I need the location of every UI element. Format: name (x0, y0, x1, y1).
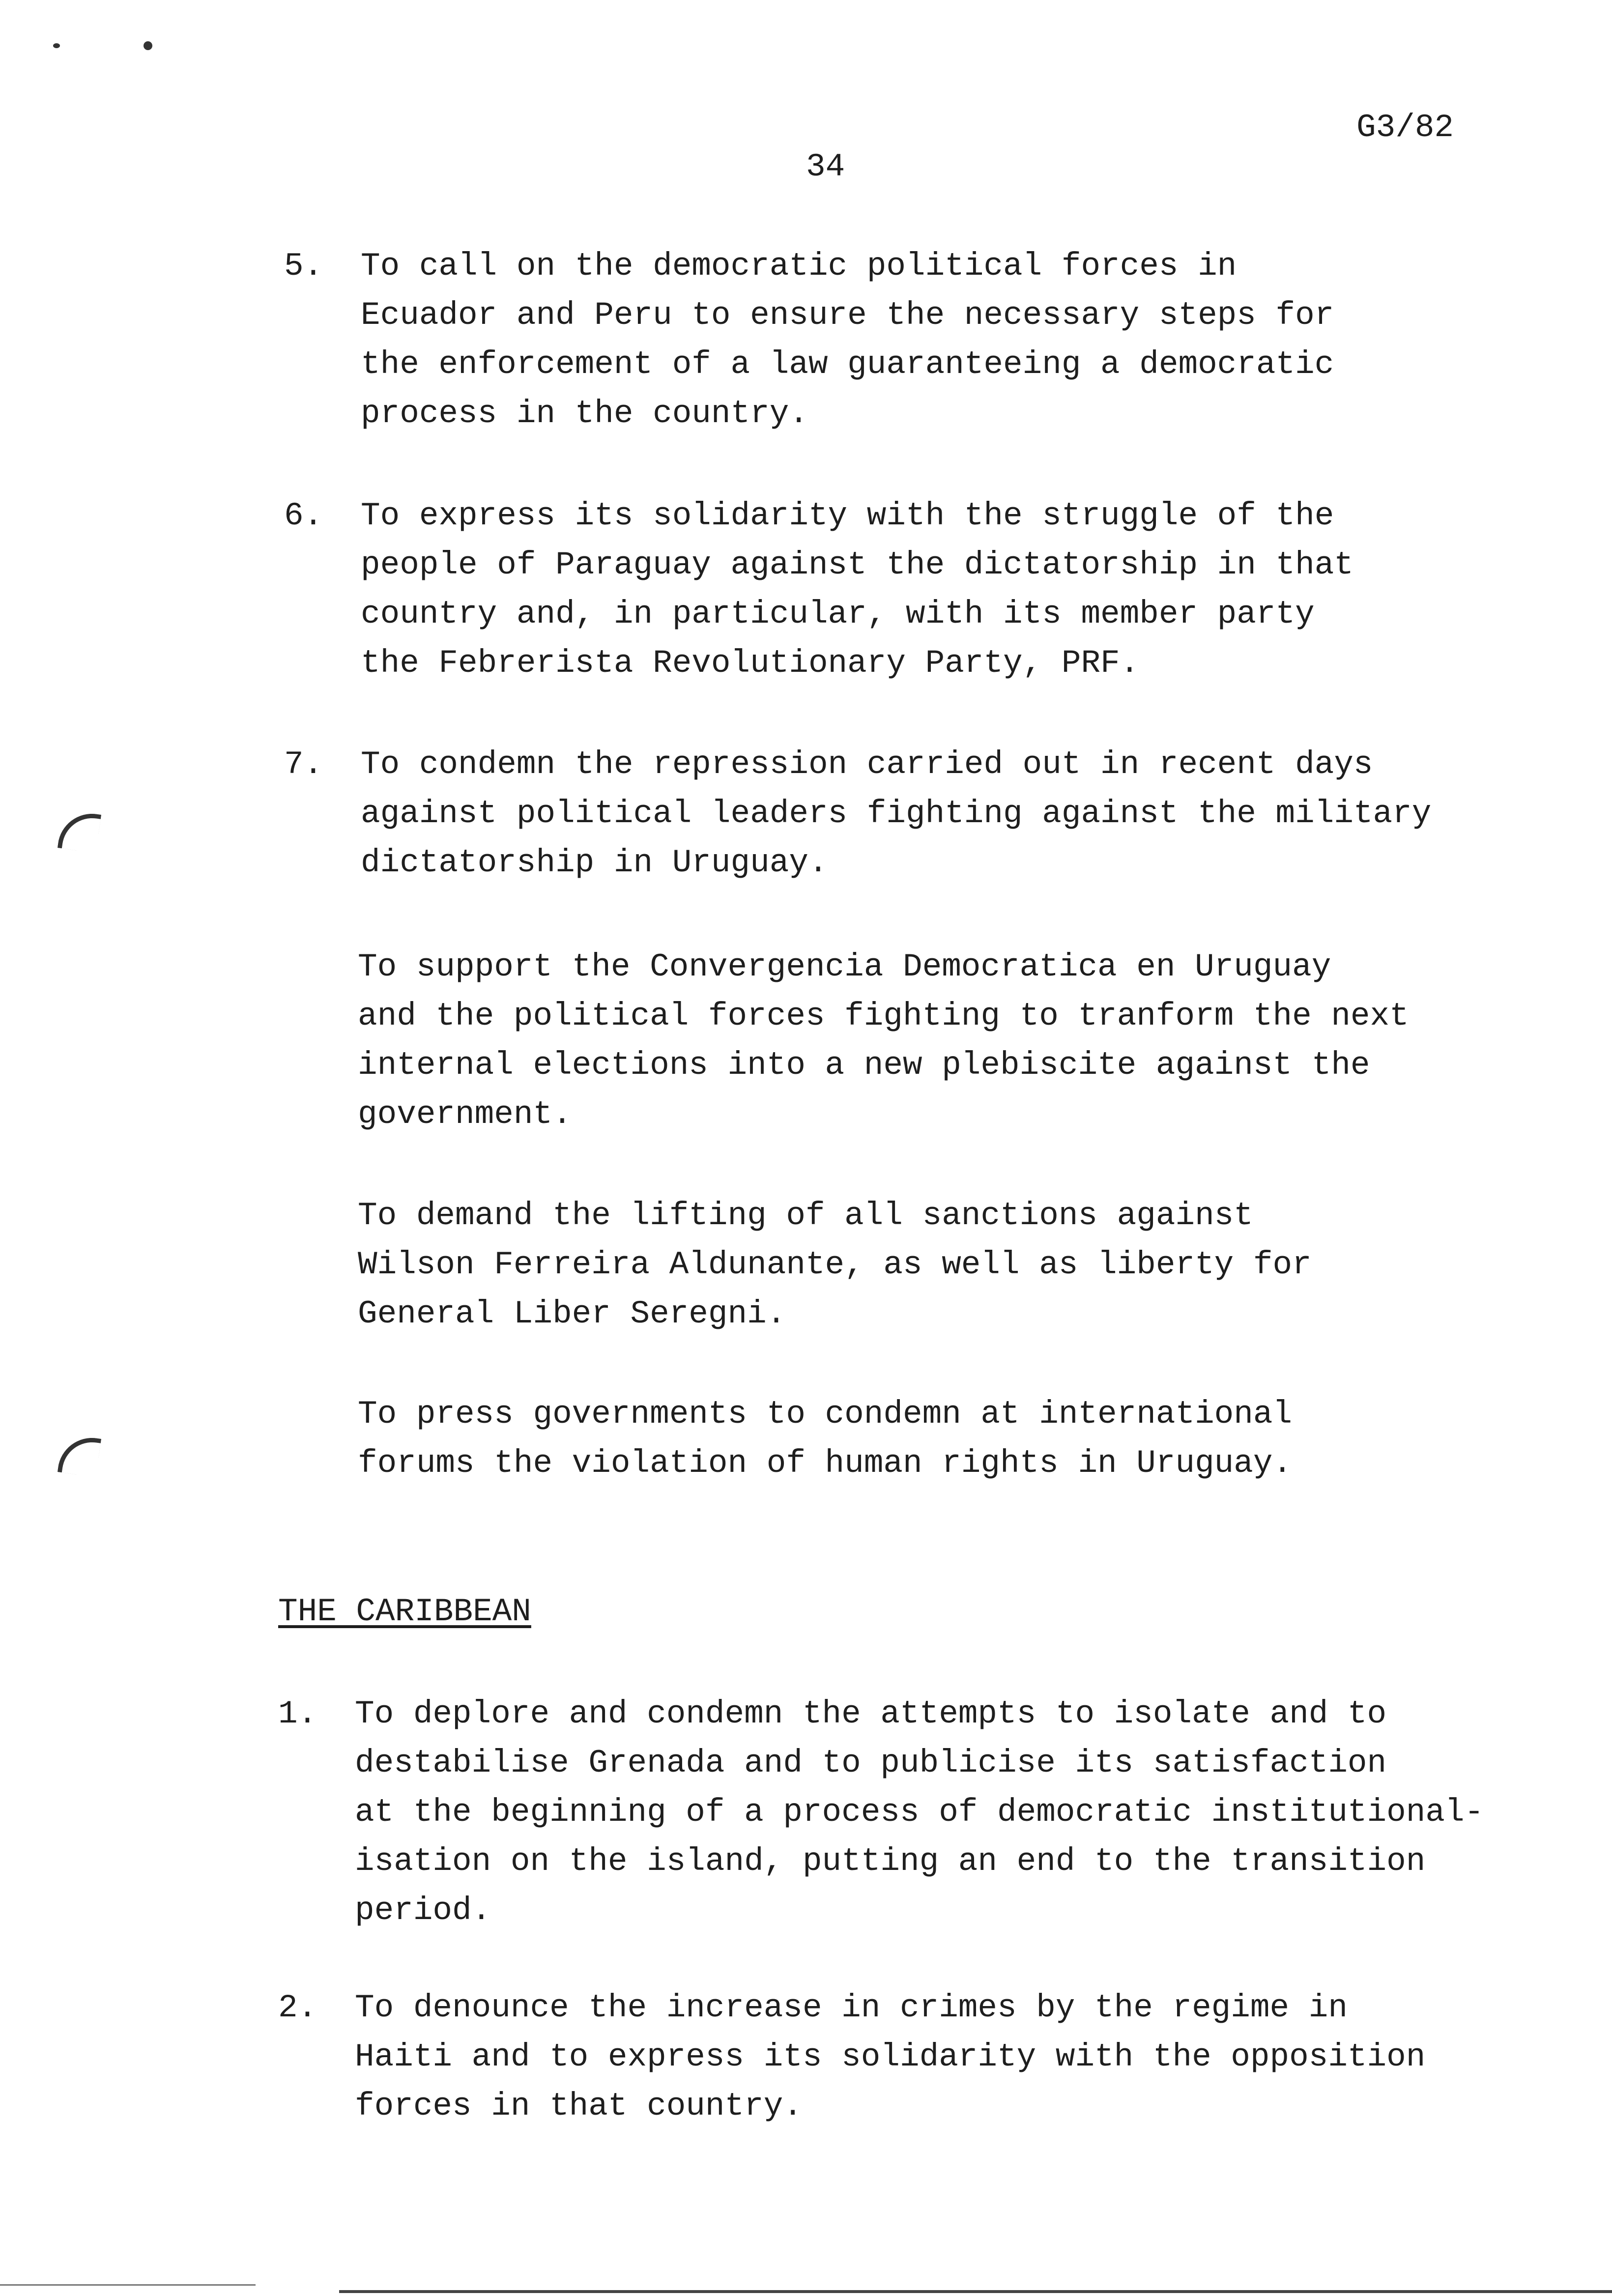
item-text: To denounce the increase in crimes by the regime in Haiti and to express its solidarity with the opposition forces in that country. (355, 1989, 1426, 2124)
item-number: 5. (284, 248, 323, 285)
page-number: 34 (806, 148, 845, 185)
bottom-edge-rule (339, 2290, 1612, 2293)
scan-speck (53, 43, 60, 48)
document-reference: G3/82 (1356, 109, 1454, 146)
paragraph: To support the Convergencia Democratica en Uruguay and the political forces fighting to tranform the next internal elections into a new plebiscite against the government. (358, 948, 1409, 1133)
item-number: 2. (278, 1989, 317, 2026)
hole-punch-mark-lower (58, 1434, 101, 1477)
hole-punch-mark-upper (58, 809, 101, 853)
paragraph: To demand the lifting of all sanctions against Wilson Ferreira Aldunante, as well as liberty for General Liber Seregni. (358, 1197, 1312, 1332)
item-number: 1. (278, 1695, 317, 1732)
section-heading: THE CARIBBEAN (278, 1593, 531, 1630)
item-text: To condemn the repression carried out in recent days against political leaders fighting against the military dictatorship in Uruguay. (361, 746, 1432, 881)
item-text: To express its solidarity with the struggle of the people of Paraguay against the dictatorship in that country and, in particular, with its member party the Febrerista Revolutionary Party, PRF. (361, 497, 1353, 682)
item-text: To call on the democratic political forces in Ecuador and Peru to ensure the necessary steps for the enforcement of a law guaranteeing a democratic process in the country. (361, 248, 1334, 432)
paragraph: To press governments to condemn at international forums the violation of human rights in Uruguay. (358, 1396, 1293, 1482)
item-number: 6. (284, 497, 323, 534)
item-text: To deplore and condemn the attempts to isolate and to destabilise Grenada and to publicise its satisfaction at the beginning of a process of democratic institutional- isation on the island, putting an end to the transition period. (355, 1695, 1484, 1929)
bottom-edge-rule (0, 2284, 256, 2286)
scan-speck (144, 41, 152, 50)
item-number: 7. (284, 746, 323, 783)
